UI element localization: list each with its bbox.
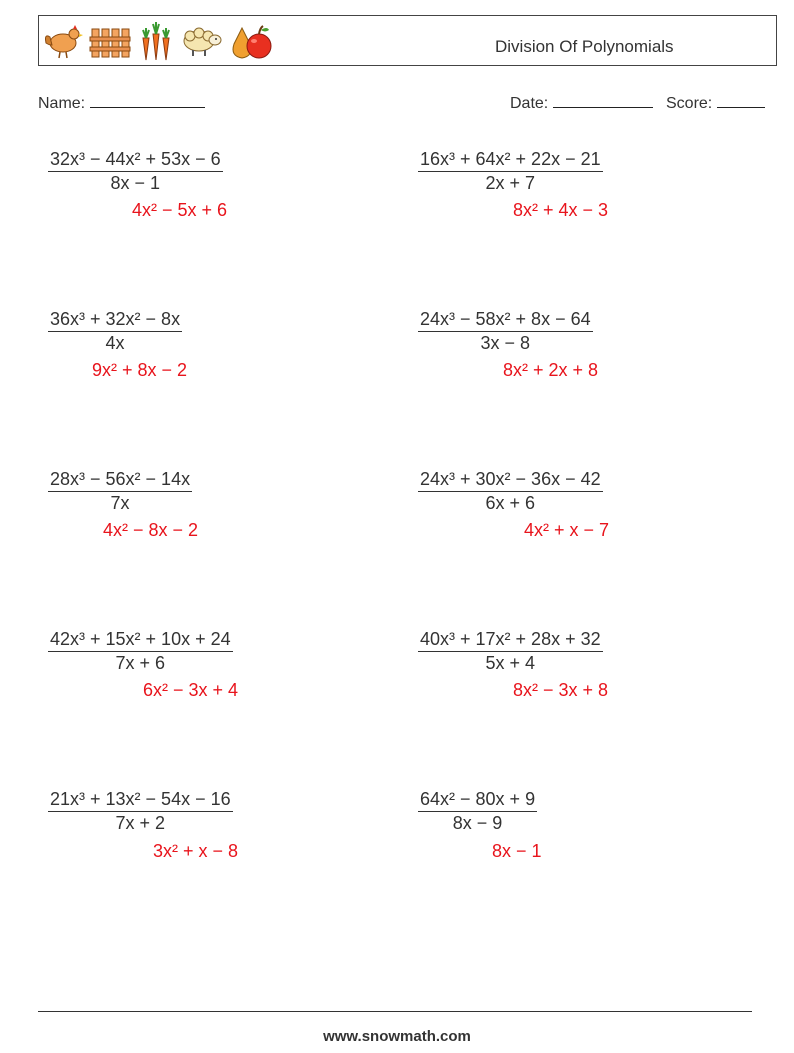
problem-6 [418,469,603,514]
numerator: 42x³ + 15x² + 10x + 24 [48,629,233,652]
date-blank [553,93,653,108]
fraction [418,789,537,834]
date-label: Date: [510,95,549,112]
denominator: 8x − 9 [452,813,503,833]
problem-9 [48,789,233,834]
carrots-icon [137,20,175,62]
name-blank [90,93,205,108]
worksheet-header [38,15,777,66]
hen-icon [43,23,83,59]
header-icons [43,20,273,62]
answer-7: 6x² − 3x + 4 [143,680,239,700]
answer-8: 8x² − 3x + 8 [513,680,609,700]
fraction [48,629,233,674]
answer-6: 4x² + x − 7 [524,520,610,540]
answer-3: 9x² + 8x − 2 [92,360,188,380]
numerator: 36x³ + 32x² − 8x [48,309,182,332]
score-label: Score: [666,95,713,112]
answer-2: 8x² + 4x − 3 [513,200,609,220]
numerator: 16x³ + 64x² + 22x − 21 [418,149,603,172]
numerator: 64x² − 80x + 9 [418,789,537,812]
answer-4: 8x² + 2x + 8 [503,360,599,380]
denominator: 8x − 1 [110,173,161,193]
answer-1: 4x² − 5x + 6 [132,200,228,220]
sheep-icon [181,24,223,58]
worksheet-title: Division Of Polynomials [495,37,674,56]
problem-7 [48,629,233,674]
score-field [666,93,765,113]
answer-9: 3x² + x − 8 [153,841,239,861]
numerator: 21x³ + 13x² − 54x − 16 [48,789,233,812]
numerator: 40x³ + 17x² + 28x + 32 [418,629,603,652]
fraction [48,149,223,194]
fraction [48,469,192,514]
problem-1 [48,149,223,194]
date-field [510,93,653,113]
numerator: 24x³ + 30x² − 36x − 42 [418,469,603,492]
problem-3 [48,309,182,354]
numerator: 28x³ − 56x² − 14x [48,469,192,492]
fruits-icon [229,20,273,62]
fraction [418,149,603,194]
name-field [38,93,205,113]
problem-4 [418,309,593,354]
footer-url[interactable]: www.snowmath.com [323,1028,471,1045]
score-blank [717,93,765,108]
denominator: 3x − 8 [480,333,531,353]
problem-10 [418,789,537,834]
fraction [48,309,182,354]
fence-icon [89,23,131,59]
name-label: Name: [38,95,86,112]
denominator: 2x + 7 [485,173,536,193]
fraction [48,789,233,834]
denominator: 7x [110,493,130,513]
numerator: 24x³ − 58x² + 8x − 64 [418,309,593,332]
answer-5: 4x² − 8x − 2 [103,520,199,540]
denominator: 7x + 6 [115,653,166,673]
problem-8 [418,629,603,674]
footer-divider [38,1011,752,1012]
answer-10: 8x − 1 [492,841,542,861]
denominator: 5x + 4 [485,653,536,673]
problem-2 [418,149,603,194]
fraction [418,309,593,354]
problem-5 [48,469,192,514]
denominator: 6x + 6 [485,493,536,513]
numerator: 32x³ − 44x² + 53x − 6 [48,149,223,172]
denominator: 4x [105,333,125,353]
fraction [418,469,603,514]
fraction [418,629,603,674]
denominator: 7x + 2 [115,813,166,833]
